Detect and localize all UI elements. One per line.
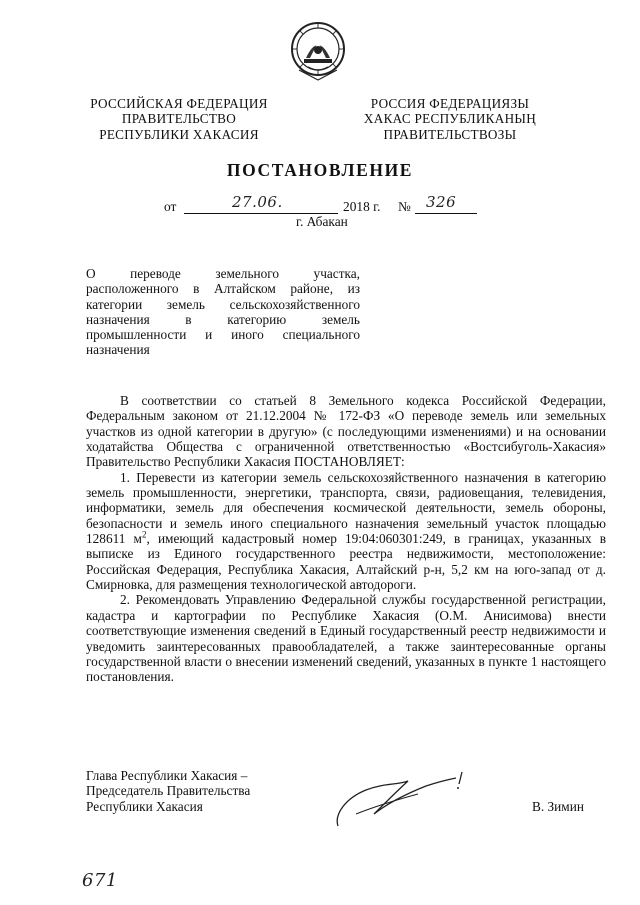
item-1-text-continued: , имеющий кадастровый номер 19:04:060301:249, в границах, указанных в выписке из Единого государственного реестра недвижимости, местоположение: Российская Федерация, Республика Хакасия, Алтайский р-н, 5,2 км на юго-запад от д. Смирновка, для размещения технологической автодороги. — [86, 531, 606, 593]
item-2-paragraph: 2. Рекомендовать Управлению Федеральной службы государственной регистрации, кадастра и картографии по Республике Хакасия (О.М. Анисимова) внести соответствующие изменения сведений в Единый государственный реестр недвижимости и уведомить заинтересованных правообладателей, а также заинтересованные органы государственной власти о внесении изменений сведений, указанных в пункте 1 настоящего постановления. — [86, 592, 606, 685]
subject-line: О переводе земельного участка, — [86, 266, 360, 281]
subject-line: расположенного в Алтайском районе, из — [86, 281, 360, 297]
position-line: Глава Республики Хакасия – — [86, 768, 248, 783]
handwritten-mark: 671 — [82, 870, 118, 891]
header-left-line: РЕСПУБЛИКИ ХАКАСИЯ — [99, 126, 259, 142]
subject-line: категории земель сельскохозяйственного — [86, 296, 360, 312]
subject-line: промышленности и иного специального — [86, 327, 360, 343]
date-from-label: от — [164, 199, 177, 214]
position-line: Председатель Правительства — [86, 783, 251, 799]
subject-block — [86, 266, 360, 358]
body-text — [86, 393, 606, 685]
signatory-name: В. Зимин — [532, 799, 584, 814]
date-handwritten: 27.06. — [232, 193, 283, 211]
number-underline — [415, 213, 477, 214]
header-left-line: ПРАВИТЕЛЬСТВО — [121, 111, 237, 127]
item-1-text: 1. Перевести из категории земель сельскохозяйственного назначения в категорию земель промышленности, энергетики, транспорта, связи, радиовещания, телевидения, информатики, земель для обеспечения космической деятельности, земель обороны, безопасности и земель иного специального назначения земельный участок площадью 128611 м — [86, 469, 606, 547]
square-superscript: 2 — [141, 529, 147, 540]
signatory-position — [86, 768, 250, 814]
year-label: 2018 г. — [343, 199, 381, 214]
document-type: ПОСТАНОВЛЕНИЕ — [226, 160, 414, 180]
header-left-line: РОССИЙСКАЯ ФЕДЕРАЦИЯ — [90, 96, 268, 111]
header-right-line: ХАКАС РЕСПУБЛИКАНЫҢ — [363, 111, 537, 127]
preamble-paragraph: В соответствии со статьей 8 Земельного кодекса Российской Федерации, Федеральным законом от 21.12.2004 № 172-ФЗ «О переводе земель или земельных участков из одной категории в другую» (с последующими изменениями) и на основании ходатайства Общества с ограниченной ответственностью «Востсибуголь-Хакасия» Правительство Республики Хакасия ПОСТАНОВЛЯЕТ: — [86, 393, 606, 470]
item-1-paragraph — [86, 470, 606, 593]
header-left — [74, 96, 284, 142]
handwritten-signature — [326, 770, 476, 832]
number-label: № — [398, 199, 411, 214]
subject-line: назначения — [86, 342, 150, 358]
header-right — [344, 96, 556, 142]
number-handwritten: 326 — [426, 193, 457, 211]
city: г. Абакан — [296, 214, 348, 229]
subject-line: назначения в категорию земель — [86, 311, 360, 327]
position-line: Республики Хакасия — [86, 798, 203, 814]
header-right-line: ПРАВИТЕЛЬСТВОЗЫ — [383, 126, 517, 142]
coat-of-arms-icon — [289, 20, 347, 82]
header-right-line: РОССИЯ ФЕДЕРАЦИЯЗЫ — [370, 96, 530, 111]
